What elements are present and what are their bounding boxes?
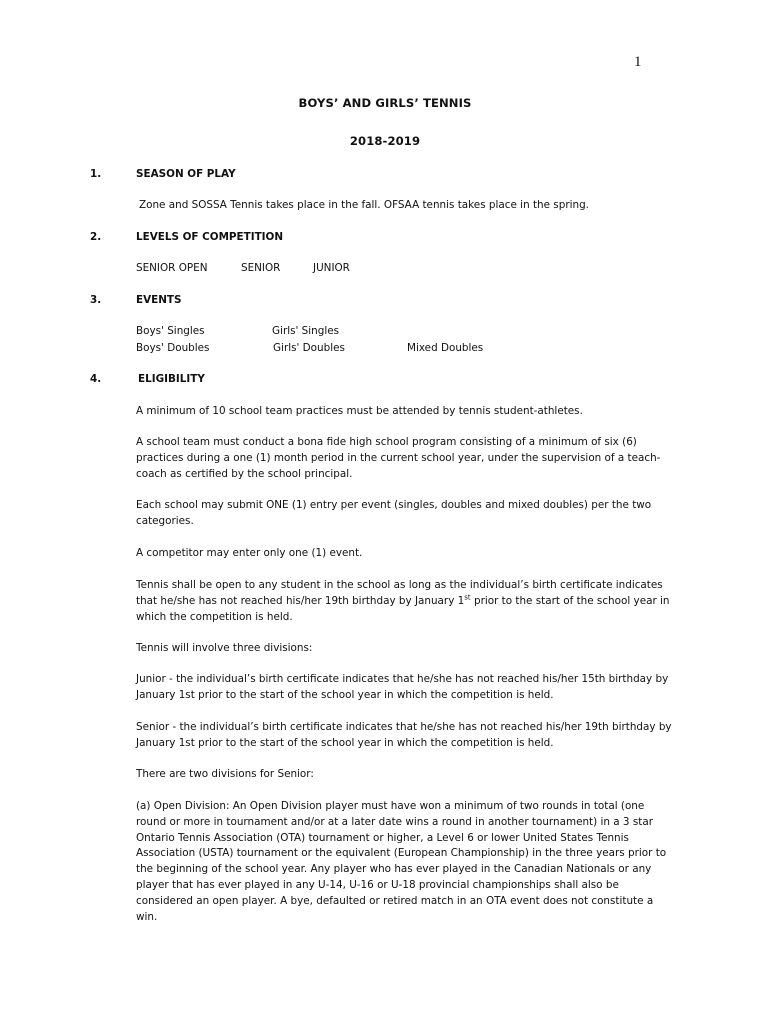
event-boys-doubles: Boys' Doubles (136, 342, 210, 354)
event-mixed-doubles: Mixed Doubles (407, 342, 484, 354)
section-number-2: 2. (90, 231, 102, 243)
eligibility-paragraph-open-division: (a) Open Division: An Open Division player must have won a minimum of two rounds in total (one round or more in tournament and/or at a later date wins a round in another tournament) in a 3 star Ontario Tennis Association (OTA) tournament or higher, a Level 6 or lower United States Tennis Association (USTA) tournament or the equivalent (European Championship) in the three years prior to the beginning of the school year. Any player who has ever played in the Canadian Nationals or any player that has ever played in any U-14, U-16 or U-18 provincial championships shall also be considered an open player. A bye, defaulted or retired match in an OTA event does not constitute a win. (136, 800, 667, 923)
document-year: 2018-2019 (349, 134, 421, 148)
eligibility-paragraph-senior-divisions: There are two divisions for Senior: (136, 768, 314, 780)
event-boys-singles: Boys' Singles (136, 325, 205, 337)
eligibility-paragraph-entries: Each school may submit ONE (1) entry per event (singles, doubles and mixed doubles) per the two categories. (136, 499, 652, 527)
page-number: 1 (634, 54, 642, 70)
eligibility-paragraph-junior: Junior - the individual’s birth certificate indicates that he/she has not reached his/her 15th birthday by January 1st prior to the start of the school year in which the competition is held. (136, 673, 669, 701)
section-heading-events: EVENTS (136, 294, 182, 306)
section-number-4: 4. (90, 373, 102, 385)
section-heading-season-of-play: SEASON OF PLAY (136, 168, 236, 180)
level-senior: SENIOR (241, 262, 281, 274)
event-girls-singles: Girls' Singles (272, 325, 340, 337)
section-number-3: 3. (90, 294, 102, 306)
section-heading-levels-of-competition: LEVELS OF COMPETITION (136, 231, 284, 243)
ordinal-superscript: st (464, 593, 471, 602)
season-of-play-text: Zone and SOSSA Tennis takes place in the fall. OFSAA tennis takes place in the spring. (139, 199, 589, 211)
level-senior-open: SENIOR OPEN (136, 262, 208, 274)
eligibility-paragraph-practices: A minimum of 10 school team practices must be attended by tennis student-athletes. (136, 405, 583, 417)
eligibility-paragraph-senior: Senior - the individual’s birth certificate indicates that he/she has not reached his/her 19th birthday by January 1st prior to the start of the school year in which the competition is held. (136, 721, 672, 749)
age-text-part-2: prior to the start of the school year in which the competition is held. (136, 594, 670, 623)
eligibility-paragraph-divisions: Tennis will involve three divisions: (136, 642, 313, 654)
document-title: BOYS’ AND GIRLS’ TENNIS (298, 96, 472, 110)
eligibility-paragraph-program: A school team must conduct a bona fide high school program consisting of a minimum of six (6) practices during a one (1) month period in the current school year, under the supervision of a teach-coach as certified by the school principal. (136, 436, 661, 480)
eligibility-paragraph-age (136, 578, 676, 625)
level-junior: JUNIOR (313, 262, 350, 274)
age-text-part-1: Tennis shall be open to any student in the school as long as the individual’s birth certificate indicates that he/she has not reached his/her 19th birthday by January 1 (136, 579, 663, 607)
eligibility-paragraph-one-event: A competitor may enter only one (1) event. (136, 547, 363, 559)
event-girls-doubles: Girls' Doubles (273, 342, 345, 354)
section-number-1: 1. (90, 168, 102, 180)
section-heading-eligibility: ELIGIBILITY (138, 373, 205, 385)
